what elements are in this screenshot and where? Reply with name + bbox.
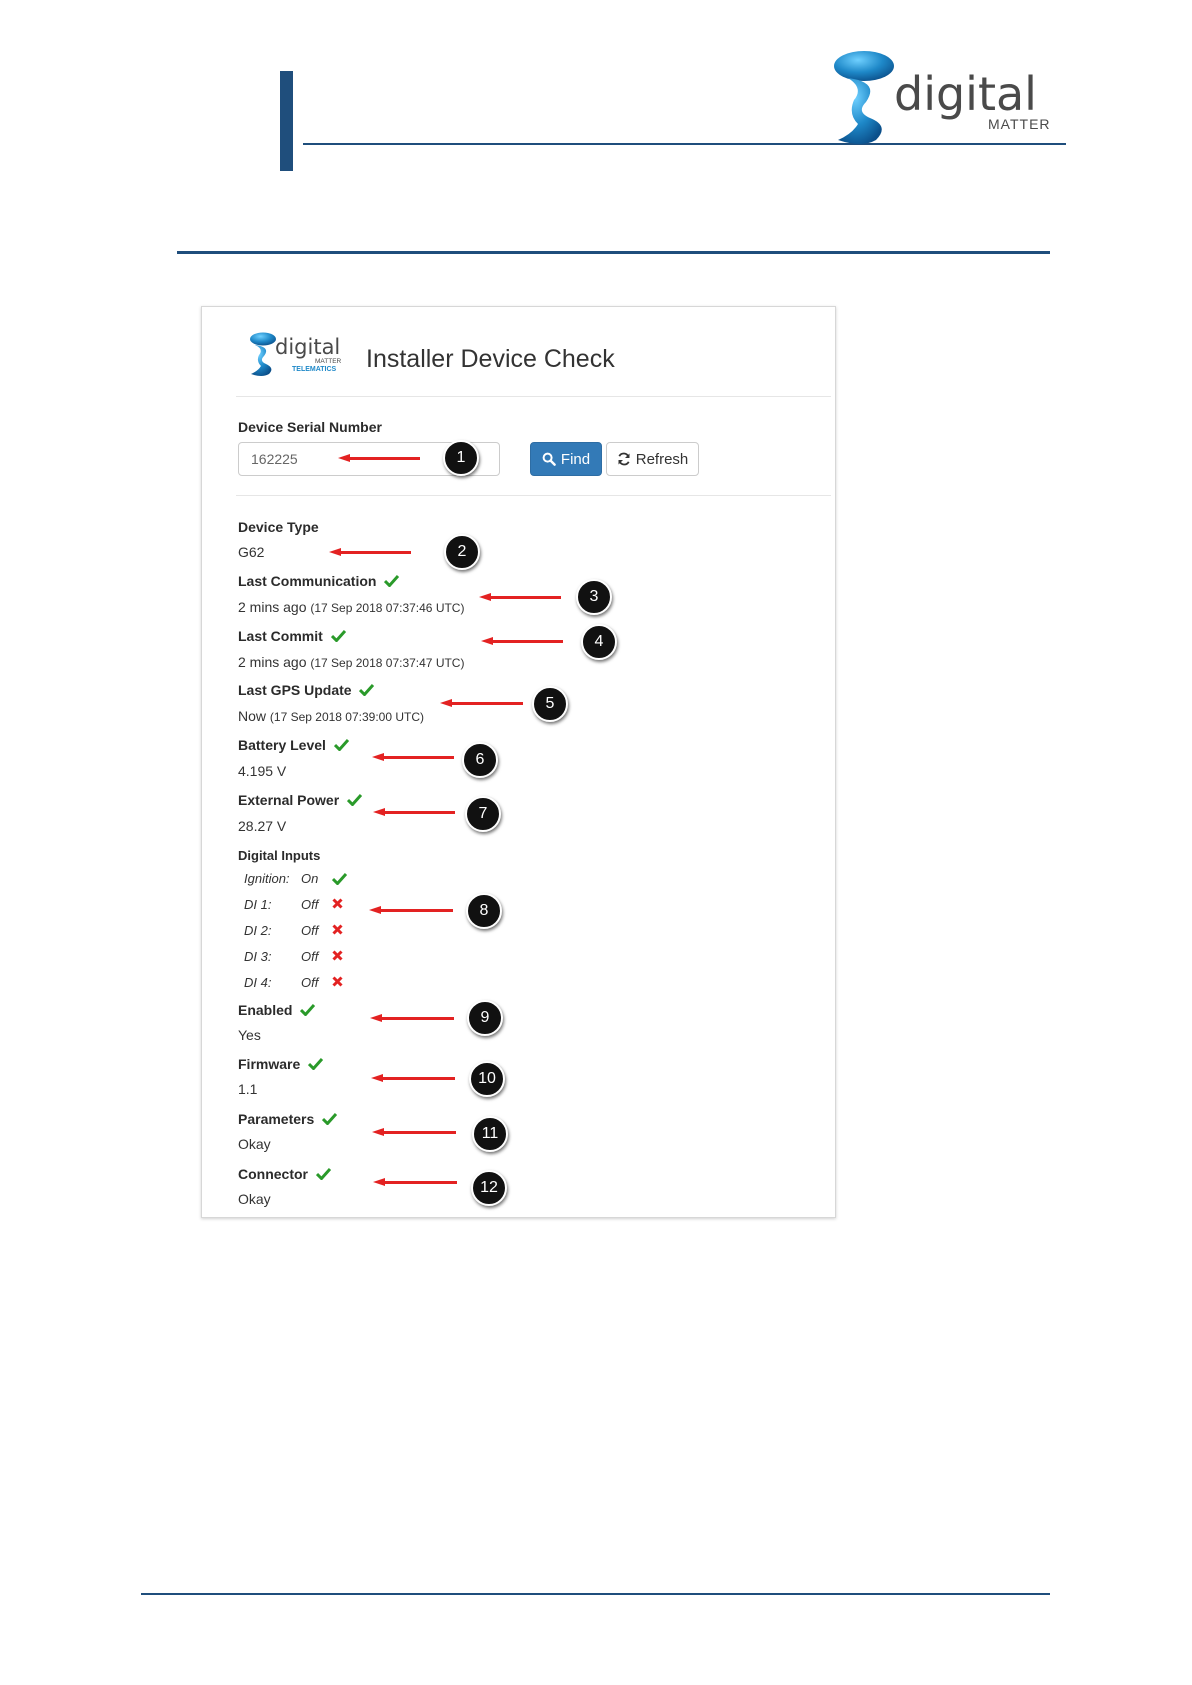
callout-badge: 8 [466,893,502,929]
checkmark-icon [308,1057,323,1070]
callout-arrow [481,637,563,646]
callout-arrow [373,808,455,817]
search-icon [542,452,556,466]
callout-arrow [329,548,411,557]
find-button-label: Find [560,450,591,468]
external-power-label: External Power [238,792,362,808]
callout-arrow [371,1074,455,1083]
battery-level-value: 4.195 V [238,763,287,779]
digital-input-name: DI 3: [244,949,272,964]
section-rule [177,251,1050,254]
digital-input-name: DI 4: [244,975,272,990]
divider [236,396,831,397]
checkmark-icon [359,683,374,696]
footer-rule [141,1593,1050,1595]
telematics-logo [245,332,350,378]
callout-badge: 1 [443,440,479,476]
callout-badge: 3 [576,579,612,615]
callout-badge: 6 [462,742,498,778]
device-type-value: G62 [238,544,265,560]
checkmark-icon [300,1003,315,1016]
callout-badge: 11 [472,1116,508,1152]
cross-icon [332,950,343,961]
callout-arrow [338,454,420,463]
callout-arrow [479,593,561,602]
refresh-button[interactable] [606,442,699,476]
digital-input-name: DI 1: [244,897,272,912]
callout-arrow [370,1014,454,1023]
checkmark-icon [316,1167,331,1180]
callout-arrow [373,1178,457,1187]
last-gps-update-value: Now (17 Sep 2018 07:39:00 UTC) [238,708,425,724]
digital-input-name: DI 2: [244,923,272,938]
digital-input-state: Off [301,949,319,964]
page-title: Installer Device Check [366,345,615,373]
callout-badge: 7 [465,796,501,832]
parameters-value: Okay [238,1136,271,1152]
last-gps-update-label: Last GPS Update [238,682,374,698]
last-commit-label: Last Commit [238,628,346,644]
connector-value: Okay [238,1191,271,1207]
connector-label: Connector [238,1166,331,1182]
svg-text:digital: digital [275,335,341,359]
last-communication-label: Last Communication [238,573,399,589]
cross-icon [332,898,343,909]
digital-input-state: On [301,871,319,886]
installer-device-check-panel [201,306,836,1218]
callout-badge: 12 [471,1170,507,1206]
callout-badge: 2 [444,534,480,570]
last-commit-value: 2 mins ago (17 Sep 2018 07:37:47 UTC) [238,654,465,670]
digital-matter-logo [818,48,1068,148]
enabled-value: Yes [238,1027,261,1043]
callout-badge: 5 [532,686,568,722]
device-type-label: Device Type [238,519,319,535]
firmware-value: 1.1 [238,1081,258,1097]
enabled-label: Enabled [238,1002,315,1018]
refresh-icon [617,452,631,466]
refresh-button-label: Refresh [635,450,689,468]
digital-input-state: Off [301,897,319,912]
svg-text:MATTER: MATTER [315,358,342,365]
callout-arrow [372,1128,456,1137]
digital-input-state: Off [301,923,319,938]
checkmark-icon [331,629,346,642]
firmware-label: Firmware [238,1056,323,1072]
cross-icon [332,976,343,987]
last-communication-value: 2 mins ago (17 Sep 2018 07:37:46 UTC) [238,599,465,615]
external-power-value: 28.27 V [238,818,287,834]
svg-text:TELEMATICS: TELEMATICS [292,366,337,373]
callout-arrow [440,699,523,708]
checkmark-icon [347,793,362,806]
callout-badge: 4 [581,624,617,660]
serial-number-label: Device Serial Number [238,419,382,435]
digital-input-state: Off [301,975,319,990]
divider [236,495,831,496]
find-button[interactable] [530,442,602,476]
header-accent-bar [280,71,293,171]
checkmark-icon [322,1112,337,1125]
callout-arrow [369,906,453,915]
battery-level-label: Battery Level [238,737,349,753]
checkmark-icon [384,574,399,587]
svg-text:digital: digital [894,67,1037,121]
parameters-label: Parameters [238,1111,337,1127]
cross-icon [332,924,343,935]
checkmark-icon [332,872,347,885]
checkmark-icon [334,738,349,751]
callout-badge: 9 [467,1000,503,1036]
digital-inputs-label: Digital Inputs [238,848,321,863]
svg-text:MATTER: MATTER [988,116,1051,132]
callout-badge: 10 [469,1061,505,1097]
callout-arrow [372,753,454,762]
digital-input-name: Ignition: [244,871,290,886]
